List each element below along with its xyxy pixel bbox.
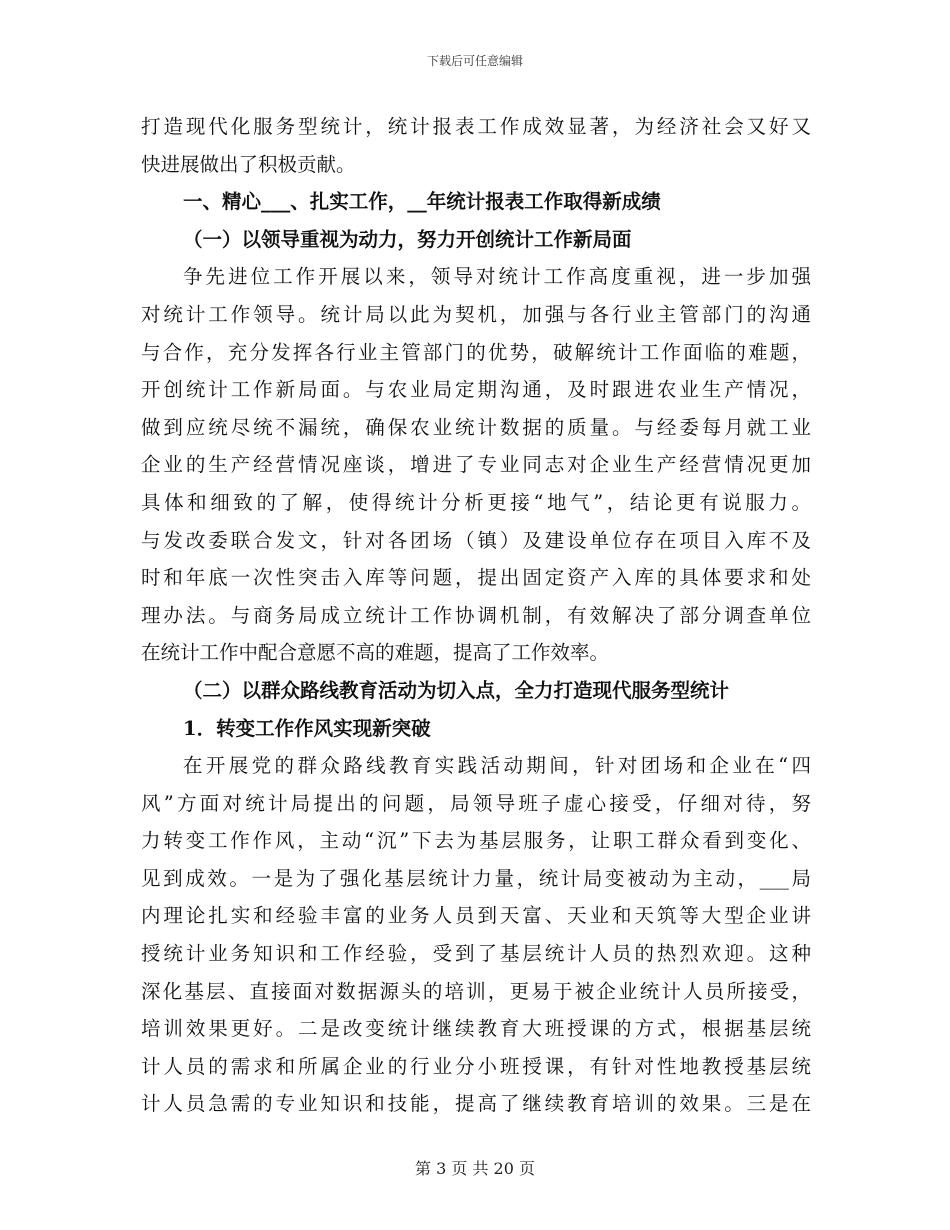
subsection-heading: （二）以群众路线教育活动为切入点，全力打造现代服务型统计 — [183, 678, 730, 702]
body-line: 培训效果更好。二是改变统计继续教育大班授课的方式，根据基层统 — [141, 1017, 811, 1041]
body-line: 计人员急需的专业知识和技能，提高了继续教育培训的效果。三是在 — [141, 1092, 811, 1116]
body-line: 内理论扎实和经验丰富的业务人员到天富、天业和天筑等大型企业讲 — [141, 904, 811, 928]
body-line: 见到成效。一是为了强化基层统计力量，统计局变被动为主动，___局 — [141, 866, 811, 890]
body-line: 在统计工作中配合意愿不高的难题，提高了工作效率。 — [141, 641, 610, 665]
body-line: 开创统计工作新局面。与农业局定期沟通，及时跟进农业生产情况， — [141, 378, 811, 402]
body-line: 深化基层、直接面对数据源头的培训，更易于被企业统计人员所接受， — [141, 979, 811, 1003]
body-line: 在开展党的群众路线教育实践活动期间，针对团场和企业在“四 — [183, 754, 811, 778]
body-line: 计人员的需求和所属企业的行业分小班授课，有针对性地教授基层统 — [141, 1054, 811, 1078]
body-line: 时和年底一次性突击入库等问题，提出固定资产入库的具体要求和处 — [141, 566, 811, 590]
body-line: 风”方面对统计局提出的问题，局领导班子虚心接受，仔细对待，努 — [141, 791, 811, 815]
document-body — [141, 108, 811, 1123]
subsection-heading: （一）以领导重视为动力，努力开创统计工作新局面 — [183, 227, 632, 251]
body-line: 对统计工作领导。统计局以此为契机，加强与各行业主管部门的沟通 — [141, 302, 811, 326]
body-line: 打造现代化服务型统计，统计报表工作成效显著，为经济社会又好又 — [141, 115, 811, 138]
body-line: 做到应统尽统不漏统，确保农业统计数据的质量。与经委每月就工业 — [141, 415, 811, 439]
body-line: 具体和细致的了解，使得统计分析更接“地气”，结论更有说服力。 — [141, 490, 811, 514]
body-line: 快进展做出了积极贡献。 — [141, 152, 356, 176]
item-heading: 1．转变工作作风实现新突破 — [183, 716, 431, 740]
body-line: 企业的生产经营情况座谈，增进了专业同志对企业生产经营情况更加 — [141, 453, 811, 477]
body-line: 与合作，充分发挥各行业主管部门的优势，破解统计工作面临的难题， — [141, 340, 811, 364]
section-heading: 一、精心___、扎实工作，__年统计报表工作取得新成绩 — [183, 190, 661, 214]
body-line: 与发改委联合发文，针对各团场（镇）及建设单位存在项目入库不及 — [141, 528, 811, 552]
body-line: 争先进位工作开展以来，领导对统计工作高度重视，进一步加强 — [183, 265, 811, 289]
body-line: 理办法。与商务局成立统计工作协调机制，有效解决了部分调查单位 — [141, 603, 811, 627]
page-footer: 第 3 页 共 20 页 — [415, 1159, 535, 1178]
body-line: 授统计业务知识和工作经验，受到了基层统计人员的热烈欢迎。这种 — [141, 942, 811, 966]
body-line: 力转变工作作风，主动“沉”下去为基层服务，让职工群众看到变化、 — [141, 829, 811, 853]
page-header: 下载后可任意编辑 — [426, 54, 523, 68]
